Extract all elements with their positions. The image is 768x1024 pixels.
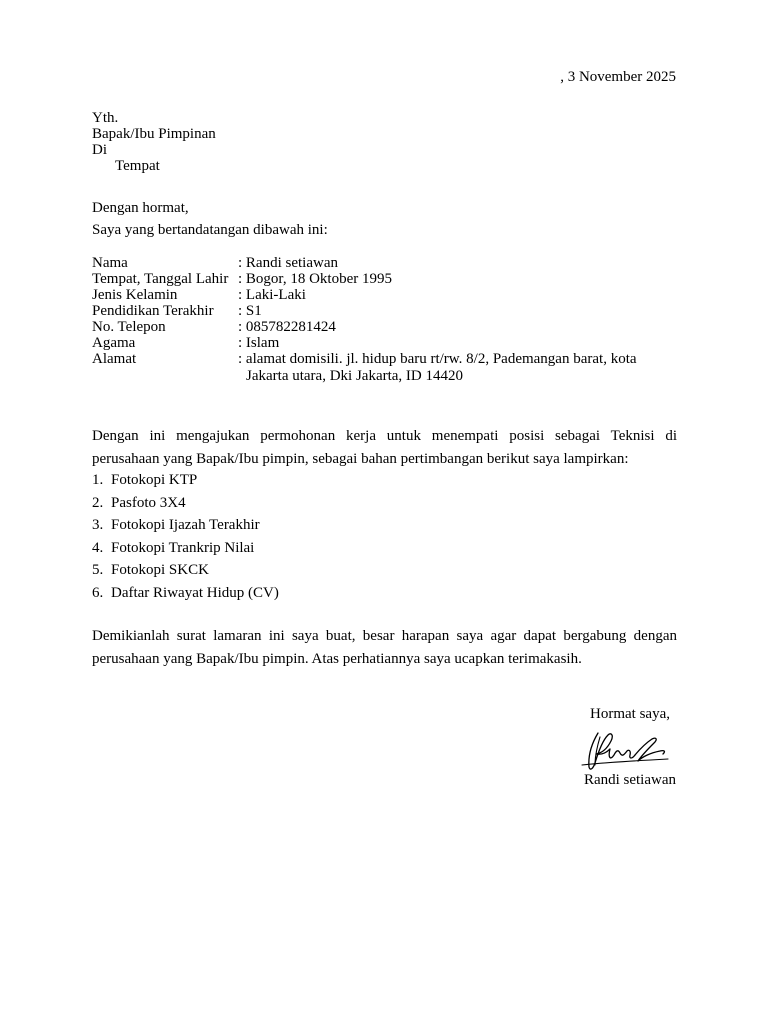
list-number: 3. bbox=[92, 517, 104, 534]
application-paragraph bbox=[92, 425, 677, 471]
field-value: : Randi setiawan bbox=[238, 255, 338, 271]
handwritten-signature-icon bbox=[580, 729, 675, 774]
list-text: Pasfoto 3X4 bbox=[111, 494, 186, 511]
intro-text: Saya yang bertandatangan dibawah ini: bbox=[92, 222, 328, 238]
signer-name: Randi setiawan bbox=[583, 772, 676, 788]
field-value: : Islam bbox=[238, 335, 280, 351]
list-number: 5. bbox=[92, 562, 104, 579]
field-label: Agama bbox=[92, 335, 136, 351]
closing-salutation: Hormat saya, bbox=[590, 706, 670, 722]
list-item bbox=[92, 537, 279, 560]
list-item bbox=[92, 514, 279, 537]
list-text: Fotokopi SKCK bbox=[111, 562, 209, 579]
field-label: Pendidikan Terakhir bbox=[92, 303, 214, 319]
field-label: Tempat, Tanggal Lahir bbox=[92, 271, 229, 287]
list-text: Fotokopi KTP bbox=[111, 472, 198, 488]
field-label: Jenis Kelamin bbox=[92, 287, 178, 303]
field-value: : alamat domisili. jl. hidup baru rt/rw. 8/2, Pademangan barat, kota bbox=[238, 351, 637, 367]
closing-line-2: perusahaan yang Bapak/Ibu pimpin. Atas perhatiannya saya ucapkan terimakasih. bbox=[92, 651, 582, 667]
recipient-title: Bapak/Ibu Pimpinan bbox=[92, 126, 216, 142]
closing-line-1: Demikianlah surat lamaran ini saya buat, besar harapan saya agar dapat bergabung dengan bbox=[92, 628, 677, 644]
list-item bbox=[92, 582, 279, 605]
attachment-list bbox=[92, 469, 279, 605]
list-item bbox=[92, 559, 279, 582]
field-value: : Bogor, 18 Oktober 1995 bbox=[238, 271, 392, 287]
closing-paragraph bbox=[92, 625, 677, 671]
list-number: 4. bbox=[92, 539, 104, 556]
letter-date: , 3 November 2025 bbox=[560, 69, 676, 85]
list-number: 6. bbox=[92, 584, 104, 601]
application-line-1: Dengan ini mengajukan permohonan kerja untuk menempati posisi sebagai Teknisi di bbox=[92, 428, 677, 444]
list-item bbox=[92, 469, 279, 492]
field-value-continuation: Jakarta utara, Dki Jakarta, ID 14420 bbox=[246, 368, 464, 384]
recipient-place: Tempat bbox=[115, 158, 160, 174]
list-text: Daftar Riwayat Hidup (CV) bbox=[111, 584, 279, 601]
salutation: Dengan hormat, bbox=[92, 200, 189, 216]
field-label: No. Telepon bbox=[92, 319, 166, 335]
recipient-yth: Yth. bbox=[92, 110, 119, 126]
field-value: : S1 bbox=[238, 303, 262, 319]
field-label: Alamat bbox=[92, 351, 137, 367]
list-number: 2. bbox=[92, 494, 104, 511]
field-label: Nama bbox=[92, 255, 128, 271]
recipient-di: Di bbox=[92, 142, 107, 158]
list-text: Fotokopi Trankrip Nilai bbox=[111, 539, 255, 556]
field-value: : Laki-Laki bbox=[238, 287, 306, 303]
list-number: 1. bbox=[92, 472, 104, 488]
field-value: : 085782281424 bbox=[238, 319, 336, 335]
list-item bbox=[92, 492, 279, 515]
application-line-2: perusahaan yang Bapak/Ibu pimpin, sebagai bahan pertimbangan berikut saya lampirkan: bbox=[92, 451, 629, 467]
list-text: Fotokopi Ijazah Terakhir bbox=[111, 517, 260, 534]
